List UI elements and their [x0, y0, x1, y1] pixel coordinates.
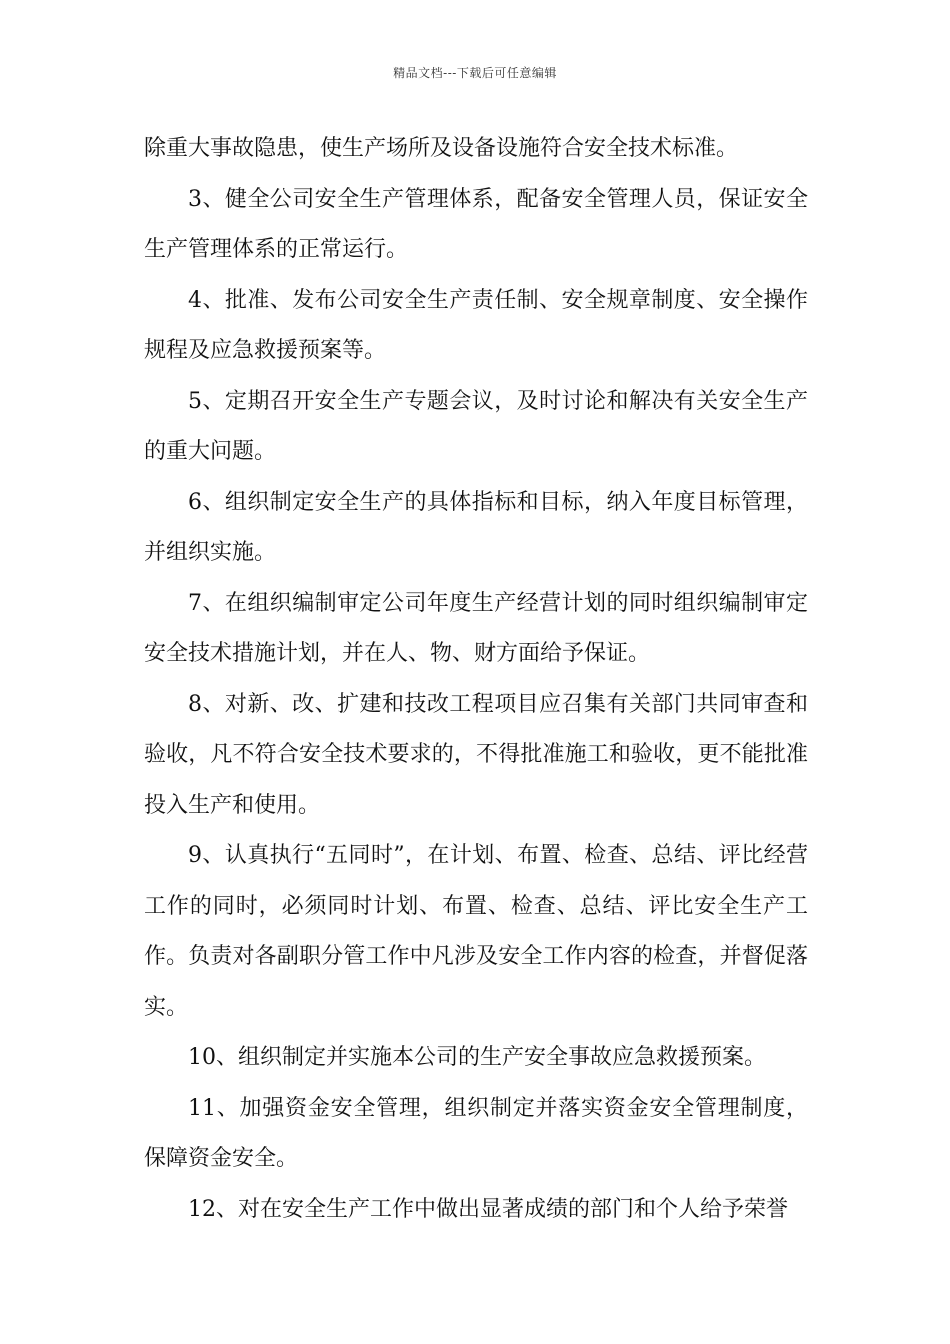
paragraph: 6、组织制定安全生产的具体指标和目标，纳入年度目标管理，并组织实施。: [144, 489, 808, 565]
paragraph: 3、健全公司安全生产管理体系，配备安全管理人员，保证安全生产管理体系的正常运行。: [144, 186, 808, 262]
paragraph: 8、对新、改、扩建和技改工程项目应召集有关部门共同审查和验收，凡不符合安全技术要求的，不得批准施工和验收，更不能批准投入生产和使用。: [144, 691, 808, 818]
paragraph: 11、加强资金安全管理，组织制定并落实资金安全管理制度，保障资金安全。: [144, 1095, 808, 1171]
paragraph: 4、批准、发布公司安全生产责任制、安全规章制度、安全操作规程及应急救援预案等。: [144, 287, 808, 363]
paragraph: 10、组织制定并实施本公司的生产安全事故应急救援预案。: [188, 1045, 766, 1070]
paragraph: 7、在组织编制审定公司年度生产经营计划的同时组织编制审定安全技术措施计划，并在人、物、财方面给予保证。: [144, 590, 808, 666]
page-header: 精品文档---下载后可任意编辑: [393, 66, 557, 80]
paragraph: 9、认真执行“五同时”，在计划、布置、检查、总结、评比经营工作的同时，必须同时计划、布置、检查、总结、评比安全生产工作。负责对各副职分管工作中凡涉及安全工作内容的检查，并督促落实。: [144, 843, 808, 1020]
paragraph: 5、定期召开安全生产专题会议，及时讨论和解决有关安全生产的重大问题。: [144, 388, 808, 464]
document-body: [144, 124, 808, 1235]
paragraph: 12、对在安全生产工作中做出显著成绩的部门和个人给予荣誉: [188, 1196, 788, 1222]
paragraph: 除重大事故隐患，使生产场所及设备设施符合安全技术标准。: [144, 136, 739, 161]
